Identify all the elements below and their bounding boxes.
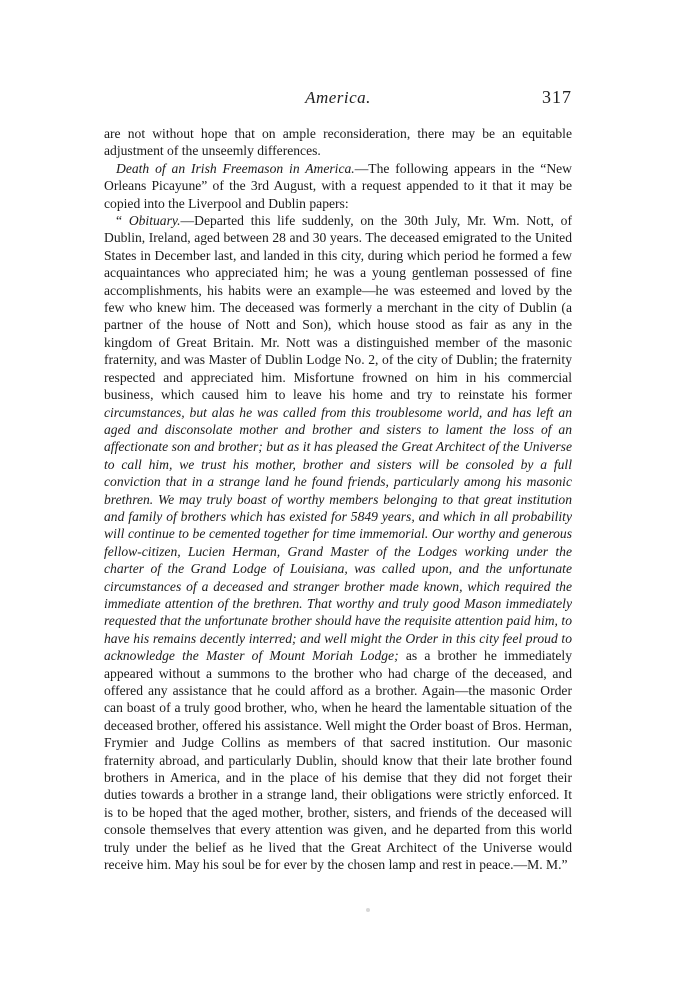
obituary-heading: Obituary. — [128, 213, 181, 229]
obituary-text-part-1: —Departed this life suddenly, on the 30th July, Mr. Wm. Nott, of Dublin, Ireland, aged between 28 and 30 years. The deceased emigrated to the United States in December last, and landed in this city, during which period he formed a few acquaintances who appreciated him; he was a young gentleman possessed of fine accomplishments, his habits were an example—he was esteemed and loved by the few who knew him. The deceased was formerly a merchant in the city of Dublin (a partner of the house of Nott and Son), which house stood as fair as any in the kingdom of Great Britain. Mr. Nott was a distinguished member of the masonic fraternity, and was Master of Dublin Lodge No. 2, of the city of Dublin; the fraternity respected and appreciated him. Misfortune frowned on him in his commercial business, which caused him to leave his home and try to reinstate his former — [104, 213, 572, 403]
obituary-text-part-2: but alas he was called from this troublesome world, and has left an aged and disconsolate mother and brother and sisters to lament the loss of an affectionate son and brother; but as it has pleased the Great Architect of the Universe to call him, we trust his mother, brother and sisters will be consoled by a full conviction that in a strange land he found friends, particularly among his masonic brethren. We may truly boast of worthy members belonging to that great institution and family of brothers which has existed for 5849 years, and which in all probability will continue to be cemented together for time immemorial. Our worthy and generous fellow-citizen, Lucien Herman, Grand Master of the Lodges working under the charter of the Grand Lodge of Louisiana, was called upon, and the unfortunate circumstances of a deceased and stranger brother made known, which required the immediate attention of the brethren. That worthy and truly good Mason immediately requested that the unfortunate brother should have the requisite attention paid him, to have his remains decently interred; and well might the Order in this city feel proud to acknowledge the — [104, 404, 572, 664]
section-heading-death-of-irish-freemason: Death of an Irish Freemason in America. — [116, 160, 355, 176]
obituary-italic-circumstances: circumstances, — [104, 404, 185, 420]
body-text — [104, 125, 572, 873]
opening-quote: “ — [116, 213, 129, 229]
obituary-text-part-3: as a brother he immediately appeared without a summons to the brother who had charge of the deceased, and offered any assistance that he could afford as a brother. Again—the masonic Order can boast of a truly good brother, who, when he heard the lamentable situation of the deceased brother, offered his assistance. Well might the Order boast of Bros. Herman, Frymier and Judge Collins as members of that sacred institution. Our masonic fraternity abroad, and particularly Dublin, should know that their late brother found brothers in America, and in the place of his demise that they did not forget their duties towards a brother in a strange land, their obligations were strictly enforced. It is to be hoped that the aged mother, brother, sisters, and friends of the deceased will console themselves that every attention was given, and he departed from this world truly under the belief as he lived that the Great Architect of the Universe would receive him. May his soul be for ever by the chosen lamp and rest in peace.—M. M.” — [104, 648, 572, 873]
paper-speck — [366, 908, 370, 912]
paragraph-continuation-text: are not without hope that on ample reconsideration, there may be an equitable adjustment of the unseemly differences. — [104, 126, 572, 159]
paragraph-death-notice-intro — [104, 160, 572, 212]
running-head — [104, 88, 572, 112]
paragraph-obituary — [104, 212, 572, 873]
paragraph-intro-text: —The following appears in the “New Orleans Picayune” of the 3rd August, with a request appended to it that it may be copied into the Liverpool and Dublin papers: — [104, 160, 572, 211]
paragraph-continuation — [104, 125, 572, 160]
page-number: 317 — [542, 87, 572, 107]
obituary-italic-master-of-lodge: Master of Mount Moriah Lodge; — [205, 648, 399, 664]
running-title: America. — [305, 88, 371, 107]
